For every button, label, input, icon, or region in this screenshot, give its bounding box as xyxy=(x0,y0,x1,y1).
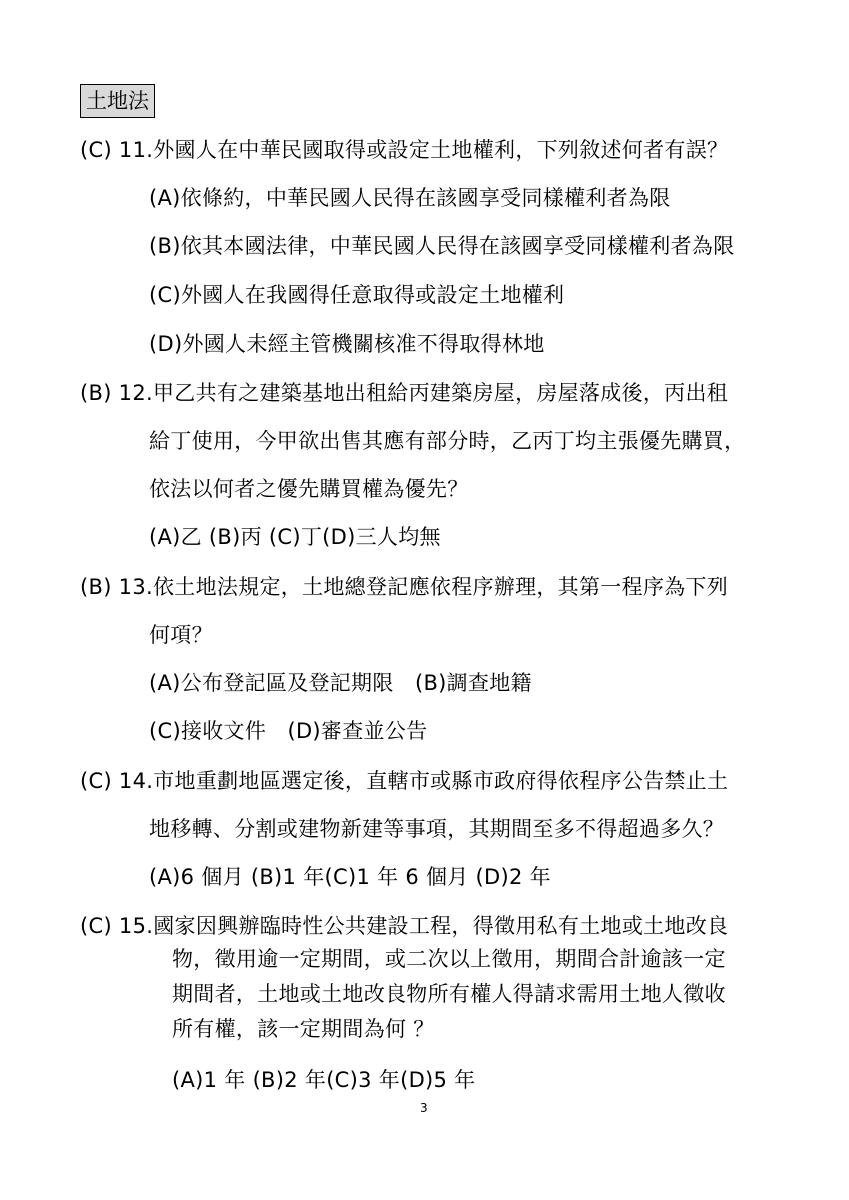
q14-stem-line-2: 地移轉、分割或建物新建等事項，其期間至多不得超過多久？ xyxy=(149,817,725,841)
q15-options: (A)1 年 (B)2 年(C)3 年(D)5 年 xyxy=(172,1068,476,1092)
q11-stem: (C) 11.外國人在中華民國取得或設定土地權利，下列敘述何者有誤？ xyxy=(80,138,729,162)
q14-options: (A)6 個月 (B)1 年(C)1 年 6 個月 (D)2 年 xyxy=(149,865,551,889)
q15-stem-line-3: 期間者，土地或土地改良物所有權人得請求需用土地人徵收 xyxy=(172,982,726,1006)
q13-stem-line-2: 何項？ xyxy=(149,623,213,647)
q15-stem-line-4: 所有權，該一定期間為何 ？ xyxy=(172,1017,435,1041)
q13-stem-line-1: (B) 13.依土地法規定，土地總登記應依程序辦理，其第一程序為下列 xyxy=(80,575,729,599)
q14-stem-line-1: (C) 14.市地重劃地區選定後，直轄市或縣市政府得依程序公告禁止土 xyxy=(80,769,729,793)
q12-stem-line-3: 依法以何者之優先購買權為優先？ xyxy=(149,477,469,501)
q12-stem-line-1: (B) 12.甲乙共有之建築基地出租給丙建築房屋，房屋落成後，丙出租 xyxy=(80,381,729,405)
section-title: 土地法 xyxy=(80,84,155,118)
q13-options-cd: (C)接收文件 (D)審查並公告 xyxy=(149,719,428,743)
q15-stem-line-2: 物，徵用逾一定期間，或二次以上徵用，期間合計逾該一定 xyxy=(172,947,726,971)
q13-options-ab: (A)公布登記區及登記期限 (B)調查地籍 xyxy=(149,671,532,695)
q12-stem-line-2: 給丁使用，今甲欲出售其應有部分時，乙丙丁均主張優先購買， xyxy=(149,429,746,453)
page-number: 3 xyxy=(420,1101,428,1115)
q12-options: (A)乙 (B)丙 (C)丁(D)三人均無 xyxy=(149,525,441,549)
q11-option-d: (D)外國人未經主管機關核准不得取得林地 xyxy=(149,332,545,356)
q11-option-a: (A)依條約，中華民國人民得在該國享受同樣權利者為限 xyxy=(149,186,671,210)
q15-stem-line-1: (C) 15.國家因興辦臨時性公共建設工程，得徵用私有土地或土地改良 xyxy=(80,914,729,938)
q11-option-b: (B)依其本國法律，中華民國人民得在該國享受同樣權利者為限 xyxy=(149,234,735,258)
q11-option-c: (C)外國人在我國得任意取得或設定土地權利 xyxy=(149,283,565,307)
